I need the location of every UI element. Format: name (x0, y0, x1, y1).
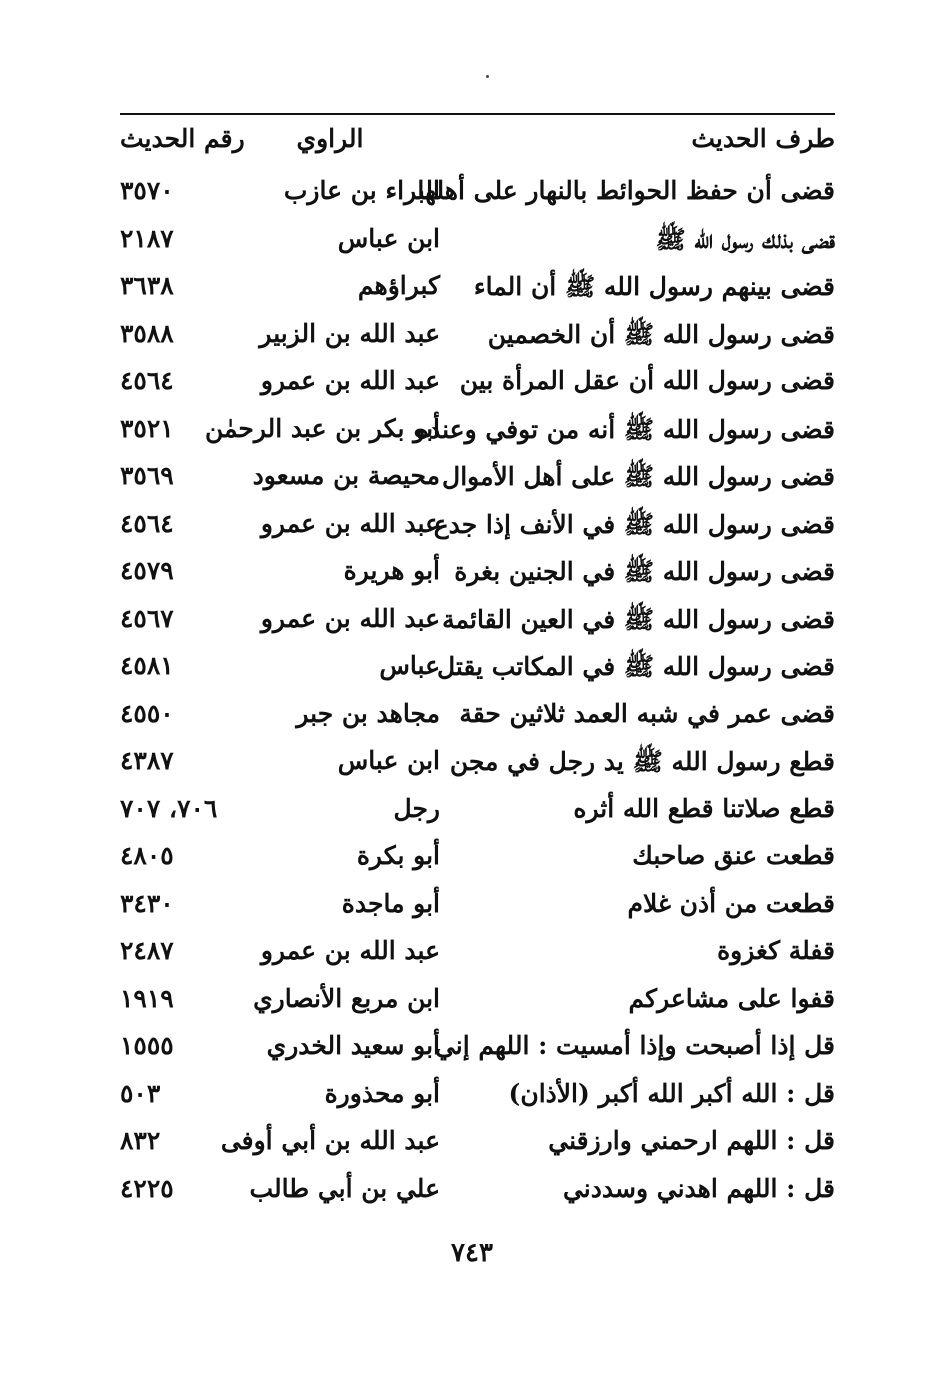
narrator-name: ابن عباس (337, 223, 440, 253)
table-row (120, 786, 835, 834)
hadith-text: قطع رسول الله ﷺ يد رجل في مجن (449, 747, 835, 776)
table-row (120, 1071, 835, 1119)
hadith-text: قضى رسول الله ﷺ في الأنف إذا جدع (433, 509, 835, 539)
hadith-number: ٤٥٦٤ (120, 508, 174, 538)
narrator-name: كبراؤهم (357, 271, 440, 300)
hadith-number: ٤٣٨٧ (120, 746, 174, 775)
hadith-text: قطعت من أذن غلام (627, 888, 835, 918)
table-row (120, 168, 835, 216)
hadith-number: ٣٥٧٠ (120, 176, 174, 205)
hadith-text: قطعت عنق صاحبك (632, 841, 835, 870)
table-row (120, 453, 835, 501)
header-hadith: طرف الحديث (691, 124, 835, 153)
hadith-number: ٤٢٢٥ (120, 1173, 174, 1203)
narrator-name: عبد الله بن عمرو (260, 366, 440, 395)
narrator-name: علي بن أبي طالب (249, 1173, 440, 1203)
hadith-number: ٣٥٦٩ (120, 461, 174, 490)
table-row (120, 311, 835, 359)
table-row (120, 1166, 835, 1214)
hadith-text: قل : الله أكبر الله أكبر (الأذان) (508, 1078, 835, 1108)
hadith-text: قل : اللهم ارحمني وارزقني (548, 1126, 835, 1155)
header-rule (120, 113, 835, 115)
table-row (120, 738, 835, 786)
table-row (120, 643, 835, 691)
hadith-text: قضى أن حفظ الحوائط بالنهار على أهلها (417, 176, 835, 205)
page-number: ٧٤٣ (451, 1238, 493, 1268)
hadith-text: قفوا على مشاعركم (628, 983, 835, 1013)
narrator-name: أبو بكرة (356, 841, 440, 870)
hadith-number: ٤٥٥٠ (120, 698, 174, 728)
narrator-name: ابن عباس (337, 746, 440, 775)
table-row (120, 976, 835, 1024)
table-row (120, 548, 835, 596)
speck (486, 75, 489, 78)
hadith-number: ٤٨٠٥ (120, 841, 174, 870)
hadith-text: قل إذا أصبحت وإذا أمسيت : اللهم إني (434, 1031, 835, 1060)
hadith-text: قضى عمر في شبه العمد ثلاثين حقة (459, 698, 835, 728)
hadith-index-table (120, 168, 835, 1213)
hadith-text: قضى رسول الله ﷺ في المكاتب يقتل (436, 652, 835, 681)
hadith-number: ٧٠٦، ٧٠٧ (120, 793, 218, 823)
narrator-name: عبد الله بن أبي أوفى (220, 1126, 440, 1155)
narrator-name: أبو هريرة (343, 556, 440, 585)
hadith-text: قضى رسول الله ﷺ أن الخصمين (487, 319, 835, 349)
hadith-number: ٣٥٢١ (120, 413, 174, 443)
hadith-text: قل : اللهم اهدني وسددني (562, 1173, 835, 1203)
hadith-number: ٣٦٣٨ (120, 271, 174, 300)
hadith-text: قضى بذلك رسول الله ﷺ (655, 224, 835, 254)
narrator-name: عبد الله بن عمرو (260, 936, 440, 965)
table-row (120, 928, 835, 976)
hadith-number: ٢١٨٧ (120, 223, 174, 253)
hadith-text: قفلة كغزوة (717, 936, 835, 965)
table-row (120, 833, 835, 881)
hadith-number: ٣٤٣٠ (120, 888, 174, 918)
header-number: رقم الحديث (120, 124, 245, 153)
narrator-name: عبد الله بن عمرو (260, 603, 440, 633)
narrator-name: عبد الله بن الزبير (259, 318, 440, 348)
hadith-text: قضى رسول الله أن عقل المرأة بين (459, 366, 835, 395)
table-row (120, 1023, 835, 1071)
hadith-number: ٣٥٨٨ (120, 318, 174, 348)
hadith-text: قضى بينهم رسول الله ﷺ أن الماء (473, 272, 835, 301)
hadith-number: ٤٥٦٧ (120, 603, 174, 633)
hadith-text: قطع صلاتنا قطع الله أثره (573, 793, 835, 823)
narrator-name: رجل (393, 793, 440, 823)
hadith-number: ٢٤٨٧ (120, 936, 174, 965)
hadith-number: ٨٣٢ (120, 1126, 161, 1155)
hadith-number: ٤٥٦٤ (120, 366, 174, 395)
hadith-number: ١٥٥٥ (120, 1031, 174, 1060)
table-row (120, 1118, 835, 1166)
hadith-number: ٥٠٣ (120, 1078, 161, 1108)
table-row (120, 263, 835, 311)
narrator-name: أبو سعيد الخدري (266, 1031, 440, 1060)
hadith-number: ٤٥٧٩ (120, 556, 174, 585)
hadith-number: ١٩١٩ (120, 983, 174, 1013)
hadith-text: قضى رسول الله ﷺ على أهل الأموال (442, 462, 835, 491)
hadith-text: قضى رسول الله ﷺ في العين القائمة (442, 604, 835, 634)
hadith-text: قضى رسول الله ﷺ أنه من توفي وعنده (415, 414, 835, 444)
hadith-text: قضى رسول الله ﷺ في الجنين بغرة (454, 557, 835, 586)
narrator-name: ابن مربع الأنصاري (253, 983, 440, 1013)
narrator-name: أبو ماجدة (341, 888, 440, 918)
narrator-name: البراء بن عازب (283, 176, 440, 205)
table-row (120, 501, 835, 549)
narrator-name: مجاهد بن جبر (296, 698, 440, 728)
narrator-name: أبو بكر بن عبد الرحمٰن (204, 413, 440, 443)
table-row (120, 358, 835, 406)
header-narrator: الراوي (296, 124, 364, 153)
table-row (120, 691, 835, 739)
table-row (120, 406, 835, 454)
table-row (120, 596, 835, 644)
table-header (120, 118, 835, 164)
narrator-name: عباس (379, 651, 440, 680)
table-row (120, 881, 835, 929)
narrator-name: أبو محذورة (324, 1078, 440, 1108)
hadith-number: ٤٥٨١ (120, 651, 174, 680)
narrator-name: عبد الله بن عمرو (260, 508, 440, 538)
table-row (120, 216, 835, 264)
narrator-name: محيصة بن مسعود (252, 461, 440, 490)
